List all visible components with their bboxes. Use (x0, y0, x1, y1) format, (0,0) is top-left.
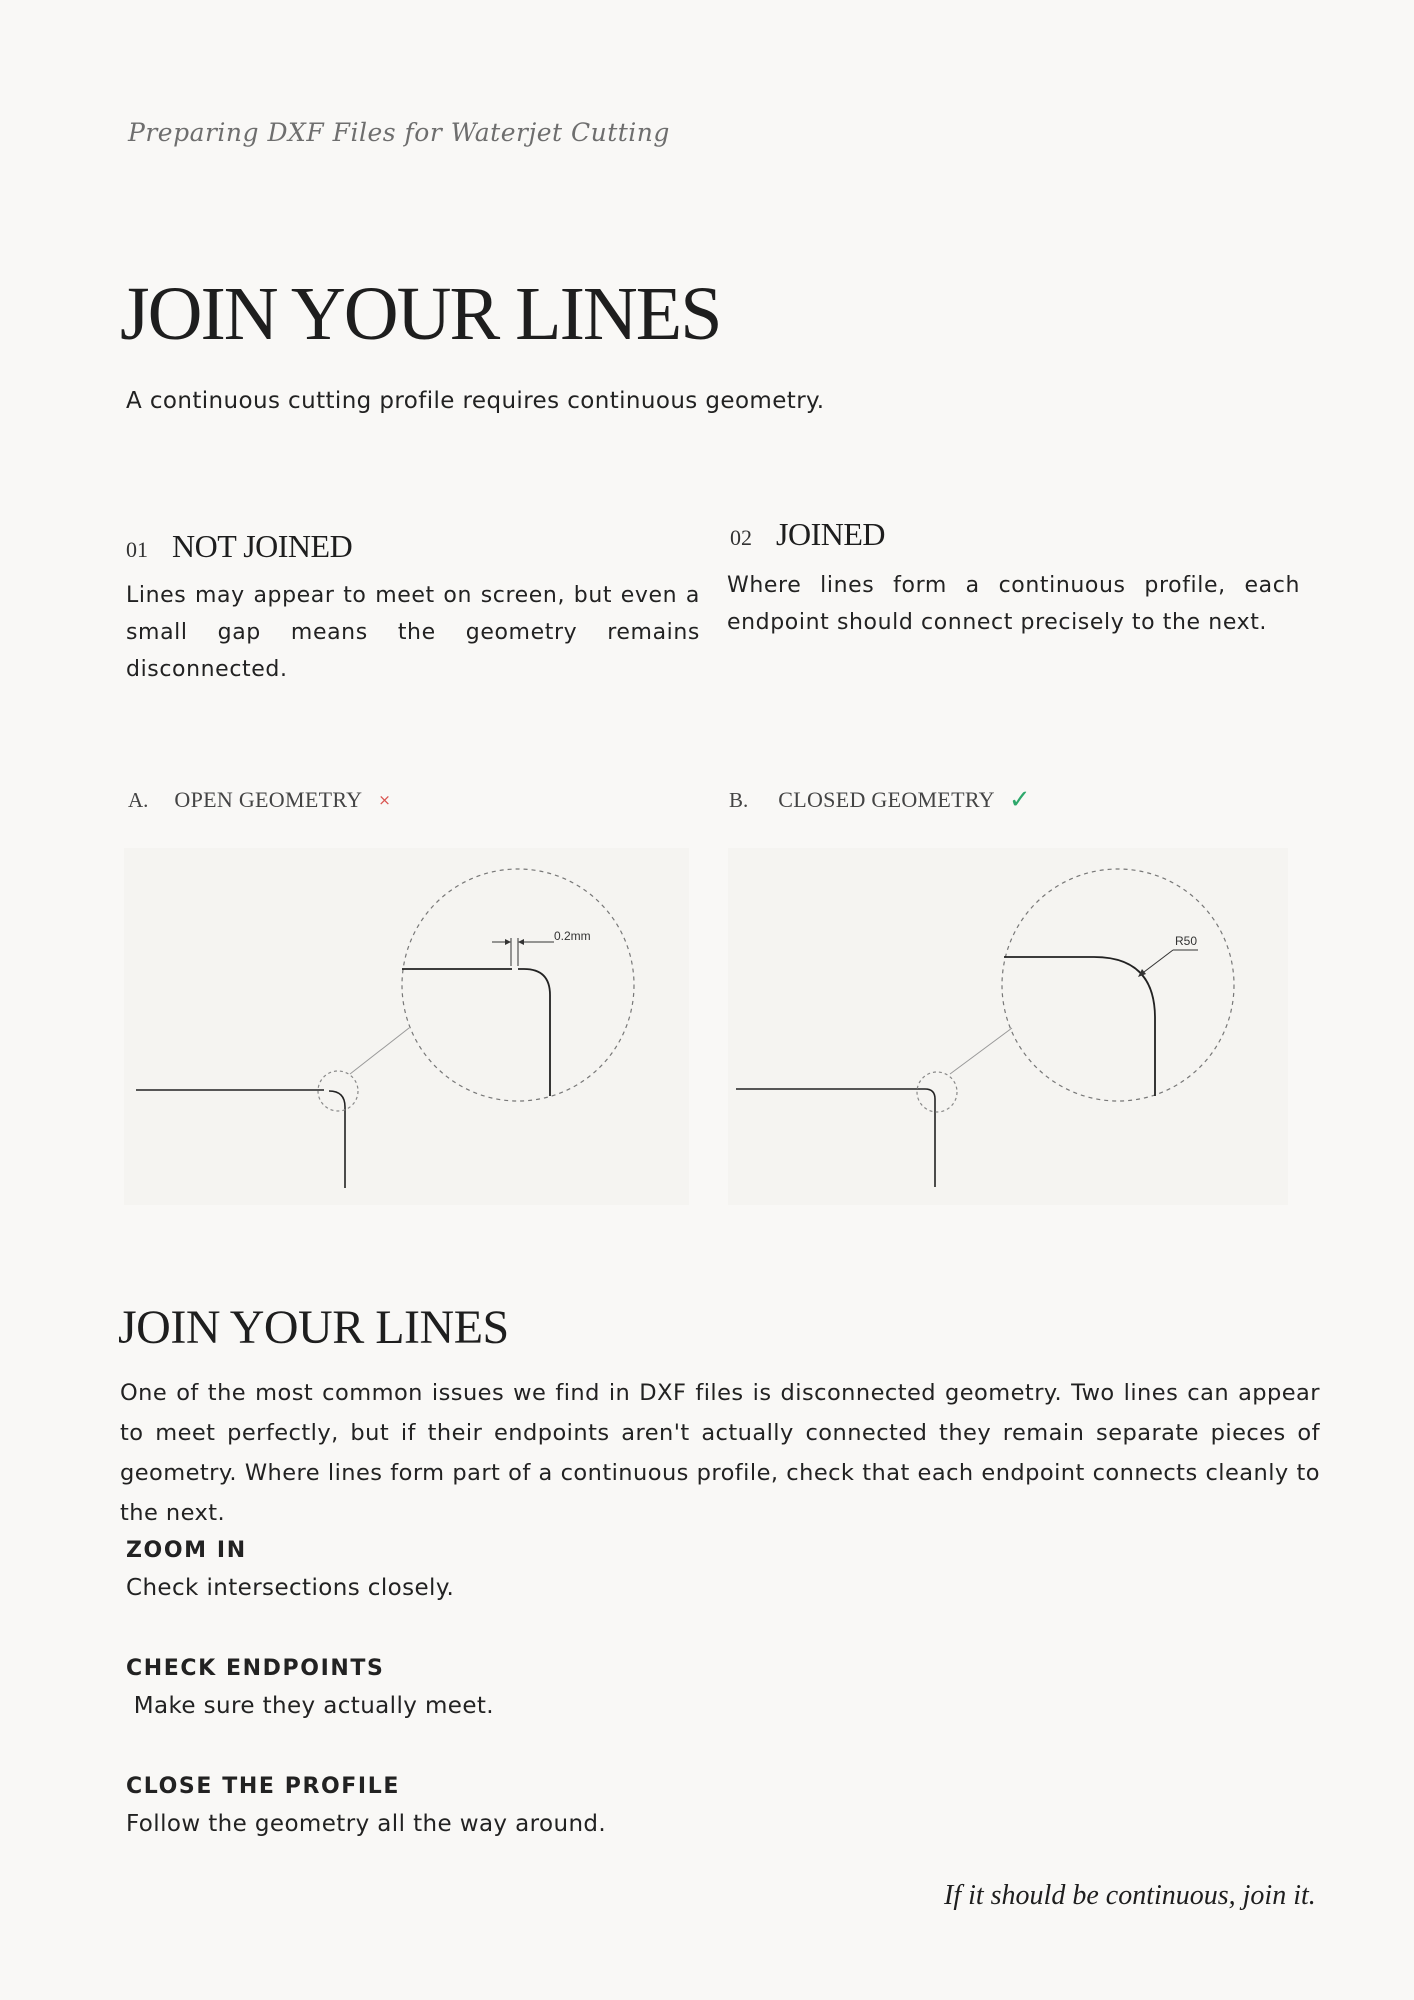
step-text: Make sure they actually meet. (126, 1693, 495, 1719)
section-not-joined (126, 528, 700, 688)
figure-letter: A. (128, 787, 149, 812)
section-text: Lines may appear to meet on screen, but even a small gap means the geometry remains disconnected. (126, 583, 700, 682)
step-heading: ZOOM IN (126, 1538, 247, 1563)
dimension-label: 0.2mm (554, 929, 591, 943)
lead-text: A continuous cutting profile requires continuous geometry. (126, 388, 825, 414)
section-number: 01 (126, 537, 148, 562)
figure-letter: B. (729, 787, 749, 812)
step-text: Check intersections closely. (126, 1575, 455, 1601)
figure-title: CLOSED GEOMETRY (778, 787, 995, 812)
step-check-endpoints (126, 1656, 494, 1719)
section-title: NOT JOINED (172, 528, 353, 564)
body-paragraph: One of the most common issues we find in DXF files is disconnected geometry. Two lines can appear to meet perfectly, but if their endpoints aren't actually connected they remain separate pieces of geometry. Where lines form part of a continuous profile, check that each endpoint connects cleanly to the next. (120, 1380, 1320, 1526)
figure-title: OPEN GEOMETRY (174, 787, 363, 812)
open-geometry-illustration (124, 848, 689, 1205)
closing-quote: If it should be continuous, join it. (944, 1880, 1316, 1911)
body-title: JOIN YOUR LINES (118, 1301, 509, 1354)
step-text: Follow the geometry all the way around. (126, 1811, 607, 1837)
step-zoom-in (126, 1538, 454, 1601)
radius-label: R50 (1175, 934, 1198, 948)
running-title: Preparing DXF Files for Waterjet Cutting (128, 118, 670, 147)
section-joined (727, 516, 1300, 641)
cross-icon: × (378, 791, 391, 809)
step-heading: CLOSE THE PROFILE (126, 1774, 400, 1799)
step-close-profile (126, 1774, 606, 1837)
section-number: 02 (730, 525, 752, 550)
page-title: JOIN YOUR LINES (120, 272, 721, 356)
check-icon: ✓ (1008, 785, 1031, 815)
section-title: JOINED (776, 516, 885, 552)
diagram-closed-geometry (728, 848, 1288, 1205)
section-text: Where lines form a continuous profile, each endpoint should connect precisely to the next. (727, 573, 1300, 635)
diagram-open-geometry (124, 848, 689, 1205)
figure-a-label (128, 787, 391, 813)
closed-geometry-illustration (728, 848, 1288, 1205)
step-heading: CHECK ENDPOINTS (126, 1656, 385, 1681)
figure-b-label (729, 785, 1031, 815)
